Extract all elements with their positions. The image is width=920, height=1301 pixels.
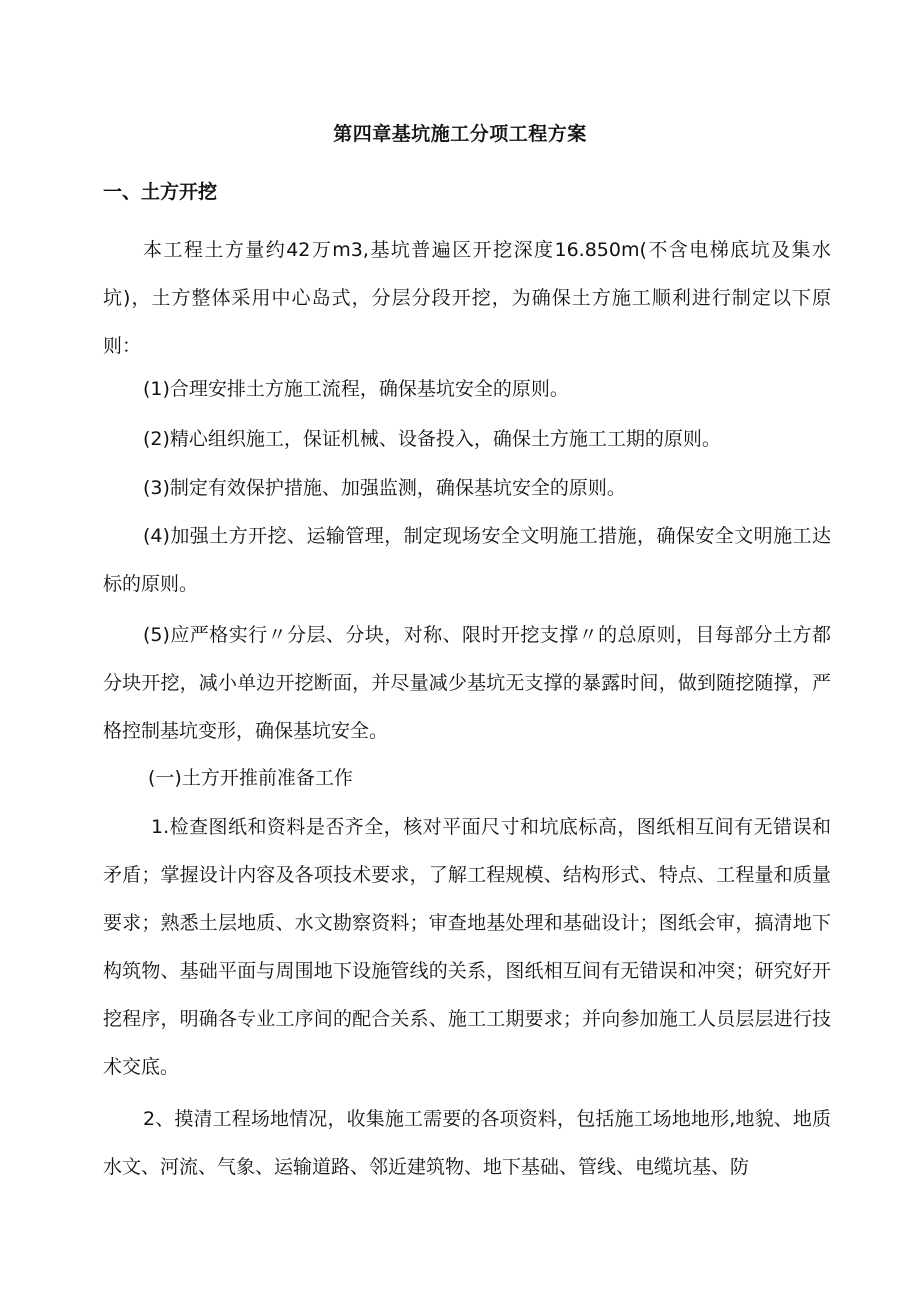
intro-paragraph: 本工程土方量约42万m3,基坑普遍区开挖深度16.850m(不含电梯底坑及集水坑)，土方整体采用中心岛式，分层分段开挖，为确保土方施工顺利进行制定以下原则： bbox=[103, 239, 831, 357]
section-heading: 一、土方开挖 bbox=[103, 181, 218, 203]
principle-1: (1)合理安排土方施工流程，确保基坑安全的原则。 bbox=[143, 378, 569, 400]
chapter-title: 第四章基坑施工分项工程方案 bbox=[333, 123, 587, 145]
principle-5: (5)应严格实行〃分层、分块，对称、限时开挖支撑〃的总原则，目每部分土方都分块开挖，减小单边开挖断面，并尽量减少基坑无支撑的暴露时间，做到随挖随撑，严格控制基坑变形，确保基坑安全。 bbox=[103, 624, 831, 742]
principle-2: (2)精心组织施工，保证机械、设备投入，确保土方施工工期的原则。 bbox=[143, 428, 721, 450]
preparation-item-2: 2、摸清工程场地情况，收集施工需要的各项资料，包括施工场地地形,地貌、地质水文、河流、气象、运输道路、邻近建筑物、地下基础、管线、电缆坑基、防 bbox=[103, 1108, 831, 1178]
principle-3: (3)制定有效保护措施、加强监测，确保基坑安全的原则。 bbox=[143, 477, 626, 499]
principle-4: (4)加强土方开挖、运输管理，制定现场安全文明施工措施，确保安全文明施工达标的原则。 bbox=[103, 525, 831, 595]
preparation-item-1: 1.检查图纸和资料是否齐全，核对平面尺寸和坑底标高，图纸相互间有无错误和矛盾；掌握设计内容及各项技术要求，了解工程规模、结构形式、特点、工程量和质量要求；熟悉土层地质、水文勘察资料；审查地基处理和基础设计；图纸会审，搞清地下构筑物、基础平面与周围地下设施管线的关系，图纸相互间有无错误和冲突；研究好开挖程序，明确各专业工序间的配合关系、施工工期要求；并向参加施工人员层层进行技术交底。 bbox=[103, 816, 831, 1078]
sub-heading: (一)土方开推前准备工作 bbox=[148, 767, 353, 789]
